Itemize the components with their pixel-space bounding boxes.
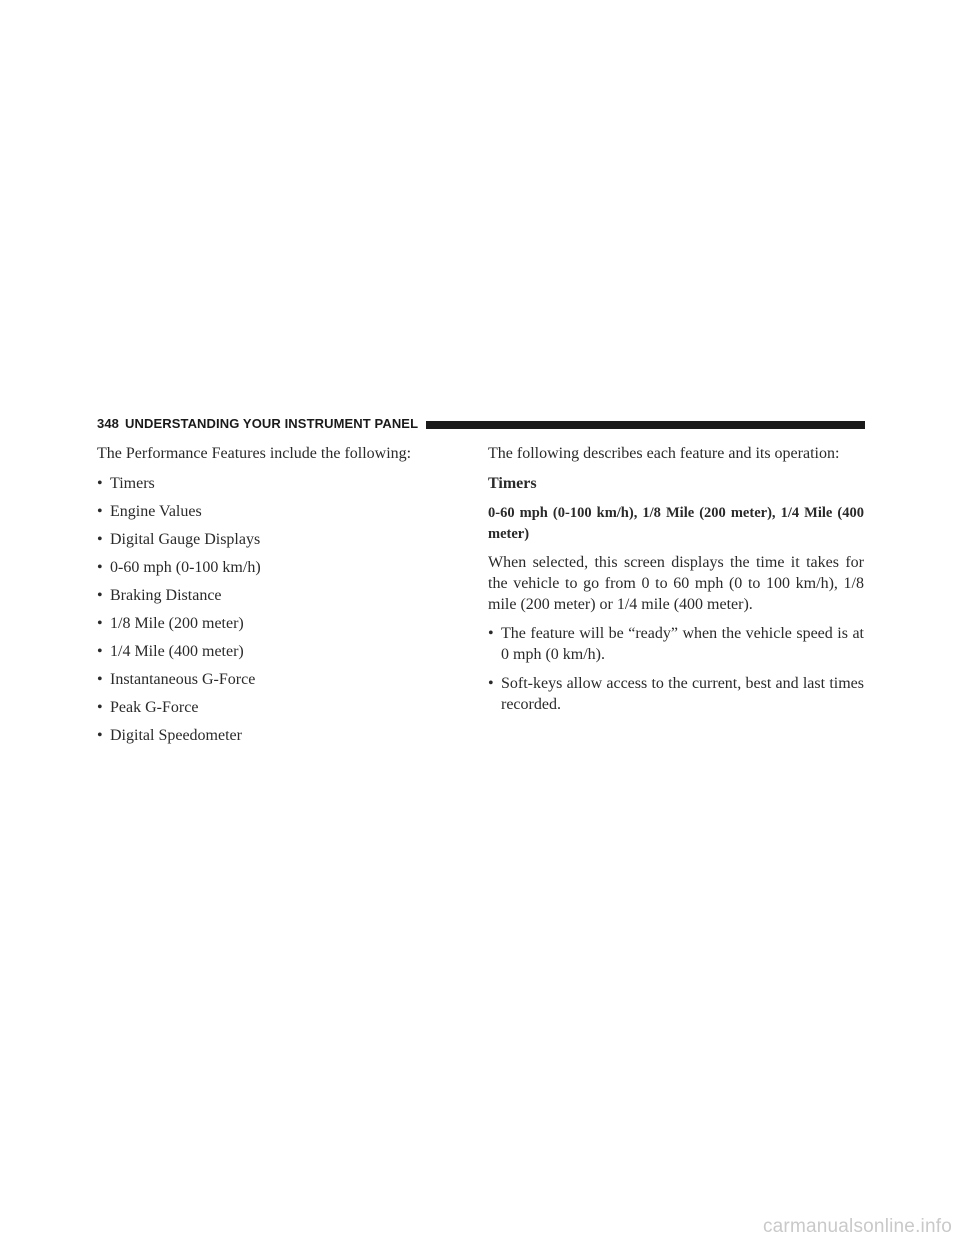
feature-item: • Braking Distance bbox=[97, 587, 222, 604]
bullet-icon: • bbox=[97, 559, 103, 576]
bullet-icon: • bbox=[97, 475, 103, 492]
timers-description: When selected, this screen displays the time it takes for the vehicle to go from 0 to 60 mph (0 to 100 km/h), 1/8 mile (200 meter) or 1/4 mile (400 meter). bbox=[488, 554, 864, 613]
bullet-icon: • bbox=[97, 671, 103, 688]
left-column bbox=[97, 443, 437, 753]
feature-item: • Peak G-Force bbox=[97, 699, 199, 716]
bullet-icon: • bbox=[97, 503, 103, 520]
feature-item: • Timers bbox=[97, 475, 155, 492]
page-number: 348 bbox=[97, 416, 119, 431]
bullet-icon: • bbox=[97, 531, 103, 548]
section-title: UNDERSTANDING YOUR INSTRUMENT PANEL bbox=[125, 416, 419, 431]
timers-heading: Timers bbox=[488, 475, 537, 492]
feature-item: • Engine Values bbox=[97, 503, 202, 520]
feature-item: • Digital Speedometer bbox=[97, 727, 242, 744]
page-header bbox=[97, 416, 865, 432]
operation-intro: The following describes each feature and its operation: bbox=[488, 445, 840, 462]
timers-note-item: • The feature will be “ready” when the vehicle speed is at 0 mph (0 km/h). bbox=[488, 625, 864, 663]
bullet-icon: • bbox=[97, 643, 103, 660]
feature-item: • 1/4 Mile (400 meter) bbox=[97, 643, 244, 660]
features-list bbox=[97, 473, 437, 746]
bullet-icon: • bbox=[97, 587, 103, 604]
feature-item: • 0-60 mph (0-100 km/h) bbox=[97, 559, 261, 576]
bullet-icon: • bbox=[97, 727, 103, 744]
right-column bbox=[488, 443, 864, 723]
feature-item: • 1/8 Mile (200 meter) bbox=[97, 615, 244, 632]
bullet-icon: • bbox=[97, 615, 103, 632]
bullet-icon: • bbox=[488, 675, 494, 692]
bullet-icon: • bbox=[488, 625, 494, 642]
features-intro: The Performance Features include the following: bbox=[97, 445, 412, 462]
timers-subheading: 0-60 mph (0-100 km/h), 1/8 Mile (200 meter), 1/4 Mile (400 meter) bbox=[488, 505, 864, 542]
timers-notes-list bbox=[488, 623, 864, 715]
watermark: carmanualsonline.info bbox=[762, 1216, 952, 1237]
header-rule bbox=[426, 421, 865, 429]
bullet-icon: • bbox=[97, 699, 103, 716]
timers-note-item: • Soft-keys allow access to the current, best and last times recorded. bbox=[488, 675, 864, 713]
feature-item: • Instantaneous G-Force bbox=[97, 671, 256, 688]
feature-item: • Digital Gauge Displays bbox=[97, 531, 261, 548]
